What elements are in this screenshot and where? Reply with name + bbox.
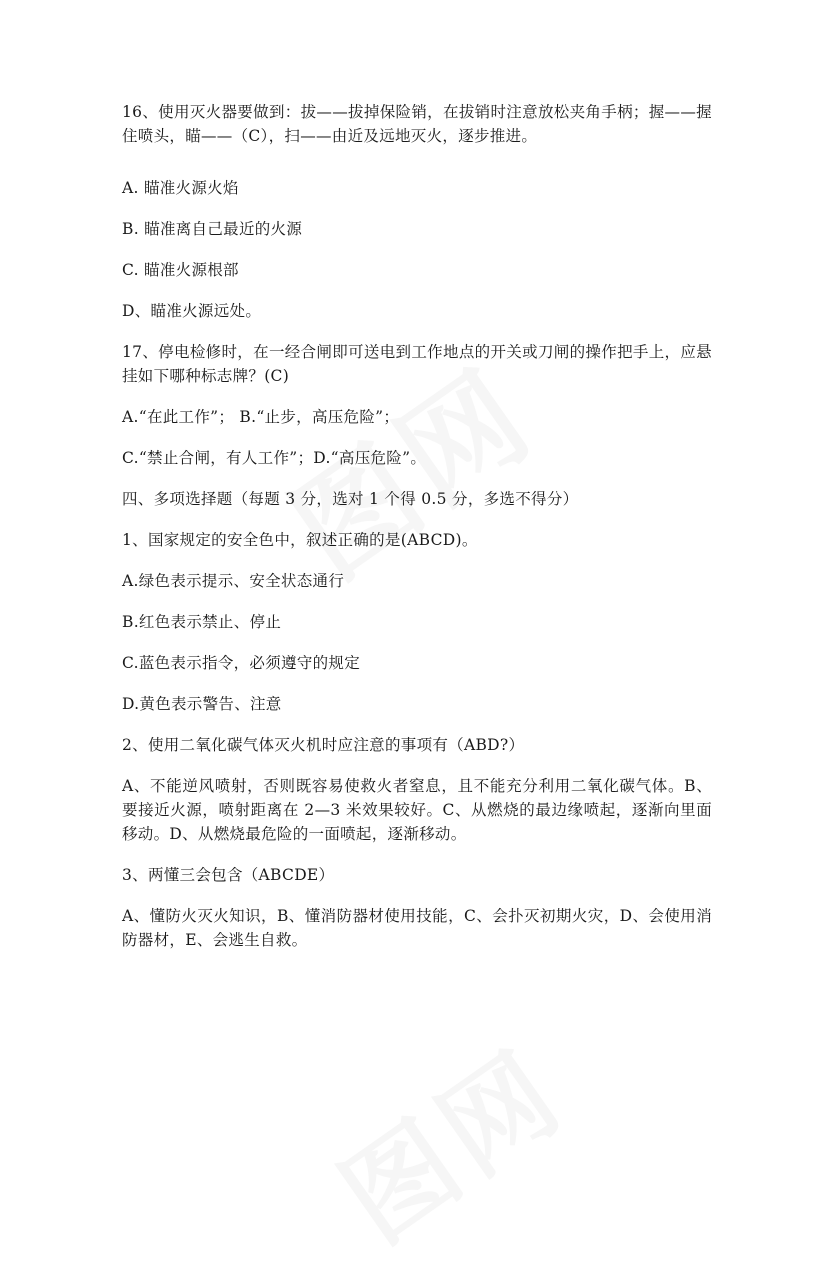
section-heading: 四、多项选择题（每题 3 分，选对 1 个得 0.5 分，多选不得分）	[122, 490, 579, 508]
option-b: B. 瞄准离自己最近的火源	[122, 220, 303, 238]
question-17: 17、停电检修时，在一经合闸即可送电到工作地点的开关或刀闸的操作把手上，应悬挂如下哪种标志牌？(C)	[122, 343, 712, 385]
option-c: C. 瞄准火源根部	[122, 261, 239, 279]
answer-3: A、懂防火灭火知识，B、懂消防器材使用技能，C、会扑灭初期火灾，D、会使用消防器材，E、会逃生自救。	[122, 907, 712, 949]
document-body	[122, 90, 712, 952]
option-a: A.绿色表示提示、安全状态通行	[122, 572, 345, 590]
question-3: 3、两懂三会包含（ABCDE）	[122, 866, 335, 884]
option-d: D、瞄准火源远处。	[122, 302, 262, 320]
watermark	[306, 1007, 590, 1271]
question-16: 16、使用灭火器要做到：拔——拔掉保险销，在拔销时注意放松夹角手柄；握——握住喷头，瞄——（C），扫——由近及远地灭火，逐步推进。	[122, 103, 712, 145]
options-ab: A.“在此工作”； B.“止步，高压危险”；	[122, 408, 400, 426]
answer-2: A、不能逆风喷射，否则既容易使救火者窒息，且不能充分利用二氧化碳气体。B、要接近火源，喷射距离在 2—3 米效果较好。C、从燃烧的最边缘喷起，逐渐向里面移动。D、从燃烧最危险的一面喷起，逐渐移动。	[122, 777, 712, 843]
option-d: D.黄色表示警告、注意	[122, 695, 282, 713]
question-1: 1、国家规定的安全色中，叙述正确的是(ABCD)。	[122, 531, 478, 549]
options-cd: C.“禁止合闸，有人工作”；D.“高压危险”。	[122, 449, 427, 467]
option-c: C.蓝色表示指令，必须遵守的规定	[122, 654, 361, 672]
question-2: 2、使用二氧化碳气体灭火机时应注意的事项有（ABD?）	[122, 736, 525, 754]
option-b: B.红色表示禁止、停止	[122, 613, 282, 631]
option-a: A. 瞄准火源火焰	[122, 179, 239, 197]
